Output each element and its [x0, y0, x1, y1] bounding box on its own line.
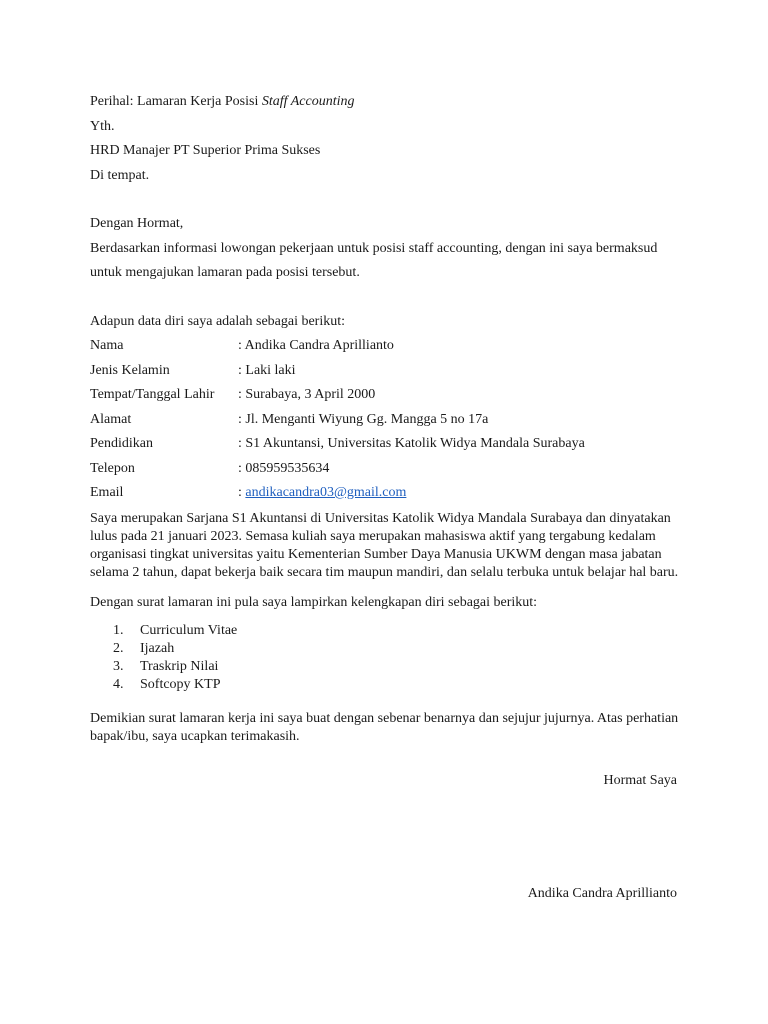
attachments-intro: Dengan surat lamaran ini pula saya lampirkan kelengkapan diri sebagai berikut:	[90, 594, 538, 610]
attachments-list	[90, 622, 680, 694]
personal-row-birth	[90, 383, 680, 408]
row-label: Tempat/Tanggal Lahir	[90, 387, 215, 402]
list-text: Softcopy KTP	[140, 676, 221, 692]
personal-row-email	[90, 481, 680, 506]
personal-data-table	[90, 334, 680, 506]
row-label: Alamat	[90, 411, 132, 427]
subject-line	[90, 90, 680, 115]
personal-row-address	[90, 408, 680, 433]
list-item	[90, 640, 680, 658]
list-text: Ijazah	[140, 640, 175, 656]
personal-row-name	[90, 334, 680, 359]
signature-name: Andika Candra Aprillianto	[527, 886, 677, 901]
list-number: 4.	[113, 676, 124, 692]
letter-body	[90, 90, 680, 746]
opening-paragraph: Berdasarkan informasi lowongan pekerjaan untuk posisi staff accounting, dengan ini saya bermaksud untuk mengajukan lamaran pada posisi tersebut.	[90, 240, 658, 280]
greeting: Dengan Hormat,	[90, 216, 184, 231]
recipient-line-3: Di tempat.	[90, 167, 150, 183]
list-item	[90, 622, 680, 640]
personal-row-phone	[90, 457, 680, 482]
row-value: : S1 Akuntansi, Universitas Katolik Widya Mandala Surabaya	[238, 436, 585, 451]
summary-paragraph: Saya merupakan Sarjana S1 Akuntansi di Universitas Katolik Widya Mandala Surabaya dan dinyatakan lulus pada 21 januari 2023. Semasa kuliah saya merupakan mahasiswa aktif yang tergabung kedalam organisasi tingkat universitas yaitu Kementerian Sumber Daya Manusia UKWM dengan masa jabatan selama 2 tahun, dapat bekerja baik secara tim maupun mandiri, dan selalu terbuka untuk belajar hal baru.	[90, 510, 679, 580]
email-link[interactable]: andikacandra03@gmail.com	[245, 485, 407, 500]
row-label: Pendidikan	[90, 436, 153, 451]
list-number: 2.	[113, 640, 124, 656]
recipient-line-2: HRD Manajer PT Superior Prima Sukses	[90, 143, 321, 158]
list-number: 3.	[113, 658, 124, 674]
row-value: : Jl. Menganti Wiyung Gg. Mangga 5 no 17a	[238, 411, 489, 427]
list-text: Traskrip Nilai	[140, 658, 219, 674]
subject-prefix: Perihal: Lamaran Kerja Posisi	[90, 94, 262, 109]
row-label: Nama	[90, 338, 124, 353]
row-value: : Andika Candra Aprillianto	[238, 338, 394, 353]
list-text: Curriculum Vitae	[140, 622, 238, 638]
list-item	[90, 676, 680, 694]
data-intro: Adapun data diri saya adalah sebagai berikut:	[90, 313, 346, 329]
recipient-line-1: Yth.	[90, 118, 115, 134]
row-value: : 085959535634	[238, 460, 330, 476]
row-label: Telepon	[90, 460, 135, 476]
list-item	[90, 658, 680, 676]
regards: Hormat Saya	[603, 773, 677, 788]
personal-row-education	[90, 432, 680, 457]
row-value: : Laki laki	[238, 362, 296, 378]
row-value: : Surabaya, 3 April 2000	[238, 387, 376, 402]
row-label: Jenis Kelamin	[90, 362, 170, 378]
email-prefix: :	[238, 485, 246, 500]
list-number: 1.	[113, 622, 124, 638]
personal-row-gender	[90, 359, 680, 384]
row-label: Email	[90, 485, 124, 500]
subject-position: Staff Accounting	[261, 94, 355, 109]
closing-paragraph: Demikian surat lamaran kerja ini saya buat dengan sebenar benarnya dan sejujur jujurnya. Atas perhatian bapak/ibu, saya ucapkan terimakasih.	[90, 710, 679, 744]
row-value	[238, 481, 680, 506]
